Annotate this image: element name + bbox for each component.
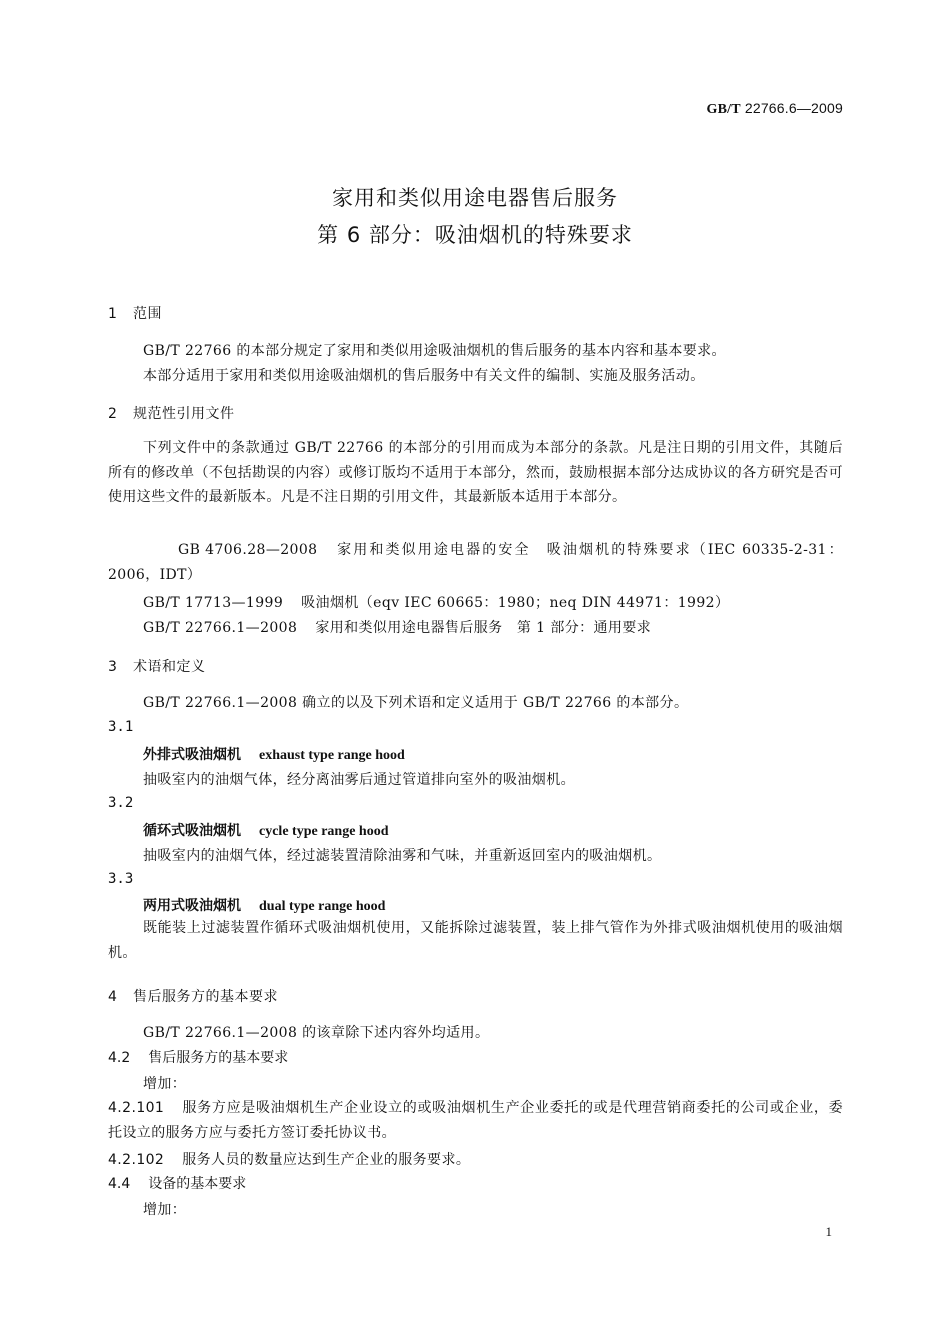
term-chinese: 外排式吸油烟机 [143,747,241,763]
reference-item [108,538,843,587]
reference-title: 家用和类似用途电器售后服务 第 1 部分：通用要求 [315,620,652,636]
clause-number: 4.2.102 [108,1152,165,1168]
reference-code: GB 4706.28—2008 [178,542,318,558]
term-definition: 抽吸室内的油烟气体，经分离油雾后通过管道排向室外的吸油烟机。 [143,772,575,788]
clause-4-2-101 [108,1096,843,1145]
section-4-heading [108,986,278,1006]
clause-4-4-heading [108,1173,246,1193]
clause-text: 服务方应是吸油烟机生产企业设立的或吸油烟机生产企业委托的或是代理营销商委托的公司或企业，委托设立的服务方应与委托方签订委托协议书。 [108,1100,843,1141]
section-3-heading [108,656,206,676]
reference-title: 吸油烟机（eqv IEC 60665：1980；neq DIN 44971：1992） [301,595,730,611]
section-2-heading [108,403,235,423]
term-chinese: 循环式吸油烟机 [143,823,241,839]
term-number: 3.2 [108,795,134,811]
term-heading [143,895,385,915]
reference-code: GB/T 22766.1—2008 [143,620,298,636]
paragraph: GB/T 22766 的本部分规定了家用和类似用途吸油烟机的售后服务的基本内容和基本要求。 [143,343,726,359]
term-definition: 既能装上过滤装置作循环式吸油烟机使用，又能拆除过滤装置，装上排气管作为外排式吸油烟机使用的吸油烟机。 [108,920,843,961]
clause-number: 4.2.101 [108,1100,165,1116]
clause-4-2-102 [108,1149,470,1169]
standard-code [706,100,843,118]
clause-number: 4.4 [108,1176,131,1192]
clause-title: 售后服务方的基本要求 [148,1050,289,1066]
normative-intro-paragraph: 下列文件中的条款通过 GB/T 22766 的本部分的引用而成为本部分的条款。凡是注日期的引用文件，其随后所有的修改单（不包括勘误的内容）或修订版均不适用于本部分，然而，鼓励根据本部分达成协议的各方研究是否可使用这些文件的最新版本。凡是不注日期的引用文件，其最新版本适用于本部分。 [108,440,843,505]
section-title: 售后服务方的基本要求 [133,989,278,1005]
document-title-line-1: 家用和类似用途电器售后服务 [332,186,618,210]
clause-4-2-heading [108,1047,288,1067]
term-definition: 抽吸室内的油烟气体，经过滤装置清除油雾和气味，并重新返回室内的吸油烟机。 [143,848,662,864]
term-english: cycle type range hood [259,824,389,839]
section-title: 范围 [133,306,162,322]
section-title: 规范性引用文件 [133,406,235,422]
page-number: 1 [825,1224,832,1239]
section-number: 3 [108,659,118,675]
clause-text: 服务人员的数量应达到生产企业的服务要求。 [182,1152,471,1168]
section-1-heading [108,303,162,323]
paragraph: 本部分适用于家用和类似用途吸油烟机的售后服务中有关文件的编制、实施及服务活动。 [143,368,705,384]
paragraph: GB/T 22766.1—2008 确立的以及下列术语和定义适用于 GB/T 22766 的本部分。 [143,695,689,711]
reference-code: GB/T 17713—1999 [143,595,284,611]
reference-item [143,592,729,612]
reference-item [143,617,651,637]
section-number: 2 [108,406,118,422]
term-chinese: 两用式吸油烟机 [143,898,241,914]
clause-title: 设备的基本要求 [148,1176,247,1192]
term-english: exhaust type range hood [259,748,405,763]
term-english: dual type range hood [259,899,386,914]
term-number: 3.3 [108,871,134,887]
addition-label: 增加： [143,1202,187,1218]
term-heading [143,744,405,764]
standard-prefix: GB/T [706,102,741,117]
clause-number: 4.2 [108,1050,131,1066]
term-number: 3.1 [108,719,134,735]
section-title: 术语和定义 [133,659,206,675]
term-heading [143,820,388,840]
document-title-line-2: 第 6 部分：吸油烟机的特殊要求 [317,223,633,247]
addition-label: 增加： [143,1076,187,1092]
section-number: 4 [108,989,118,1005]
reference-title: 家用和类似用途电器的安全 吸油烟机的特殊要求（IEC 60335-2-31：2006，IDT） [108,542,843,583]
standard-number: 22766.6—2009 [744,100,843,116]
section-number: 1 [108,306,118,322]
paragraph: GB/T 22766.1—2008 的该章除下述内容外均适用。 [143,1025,490,1041]
